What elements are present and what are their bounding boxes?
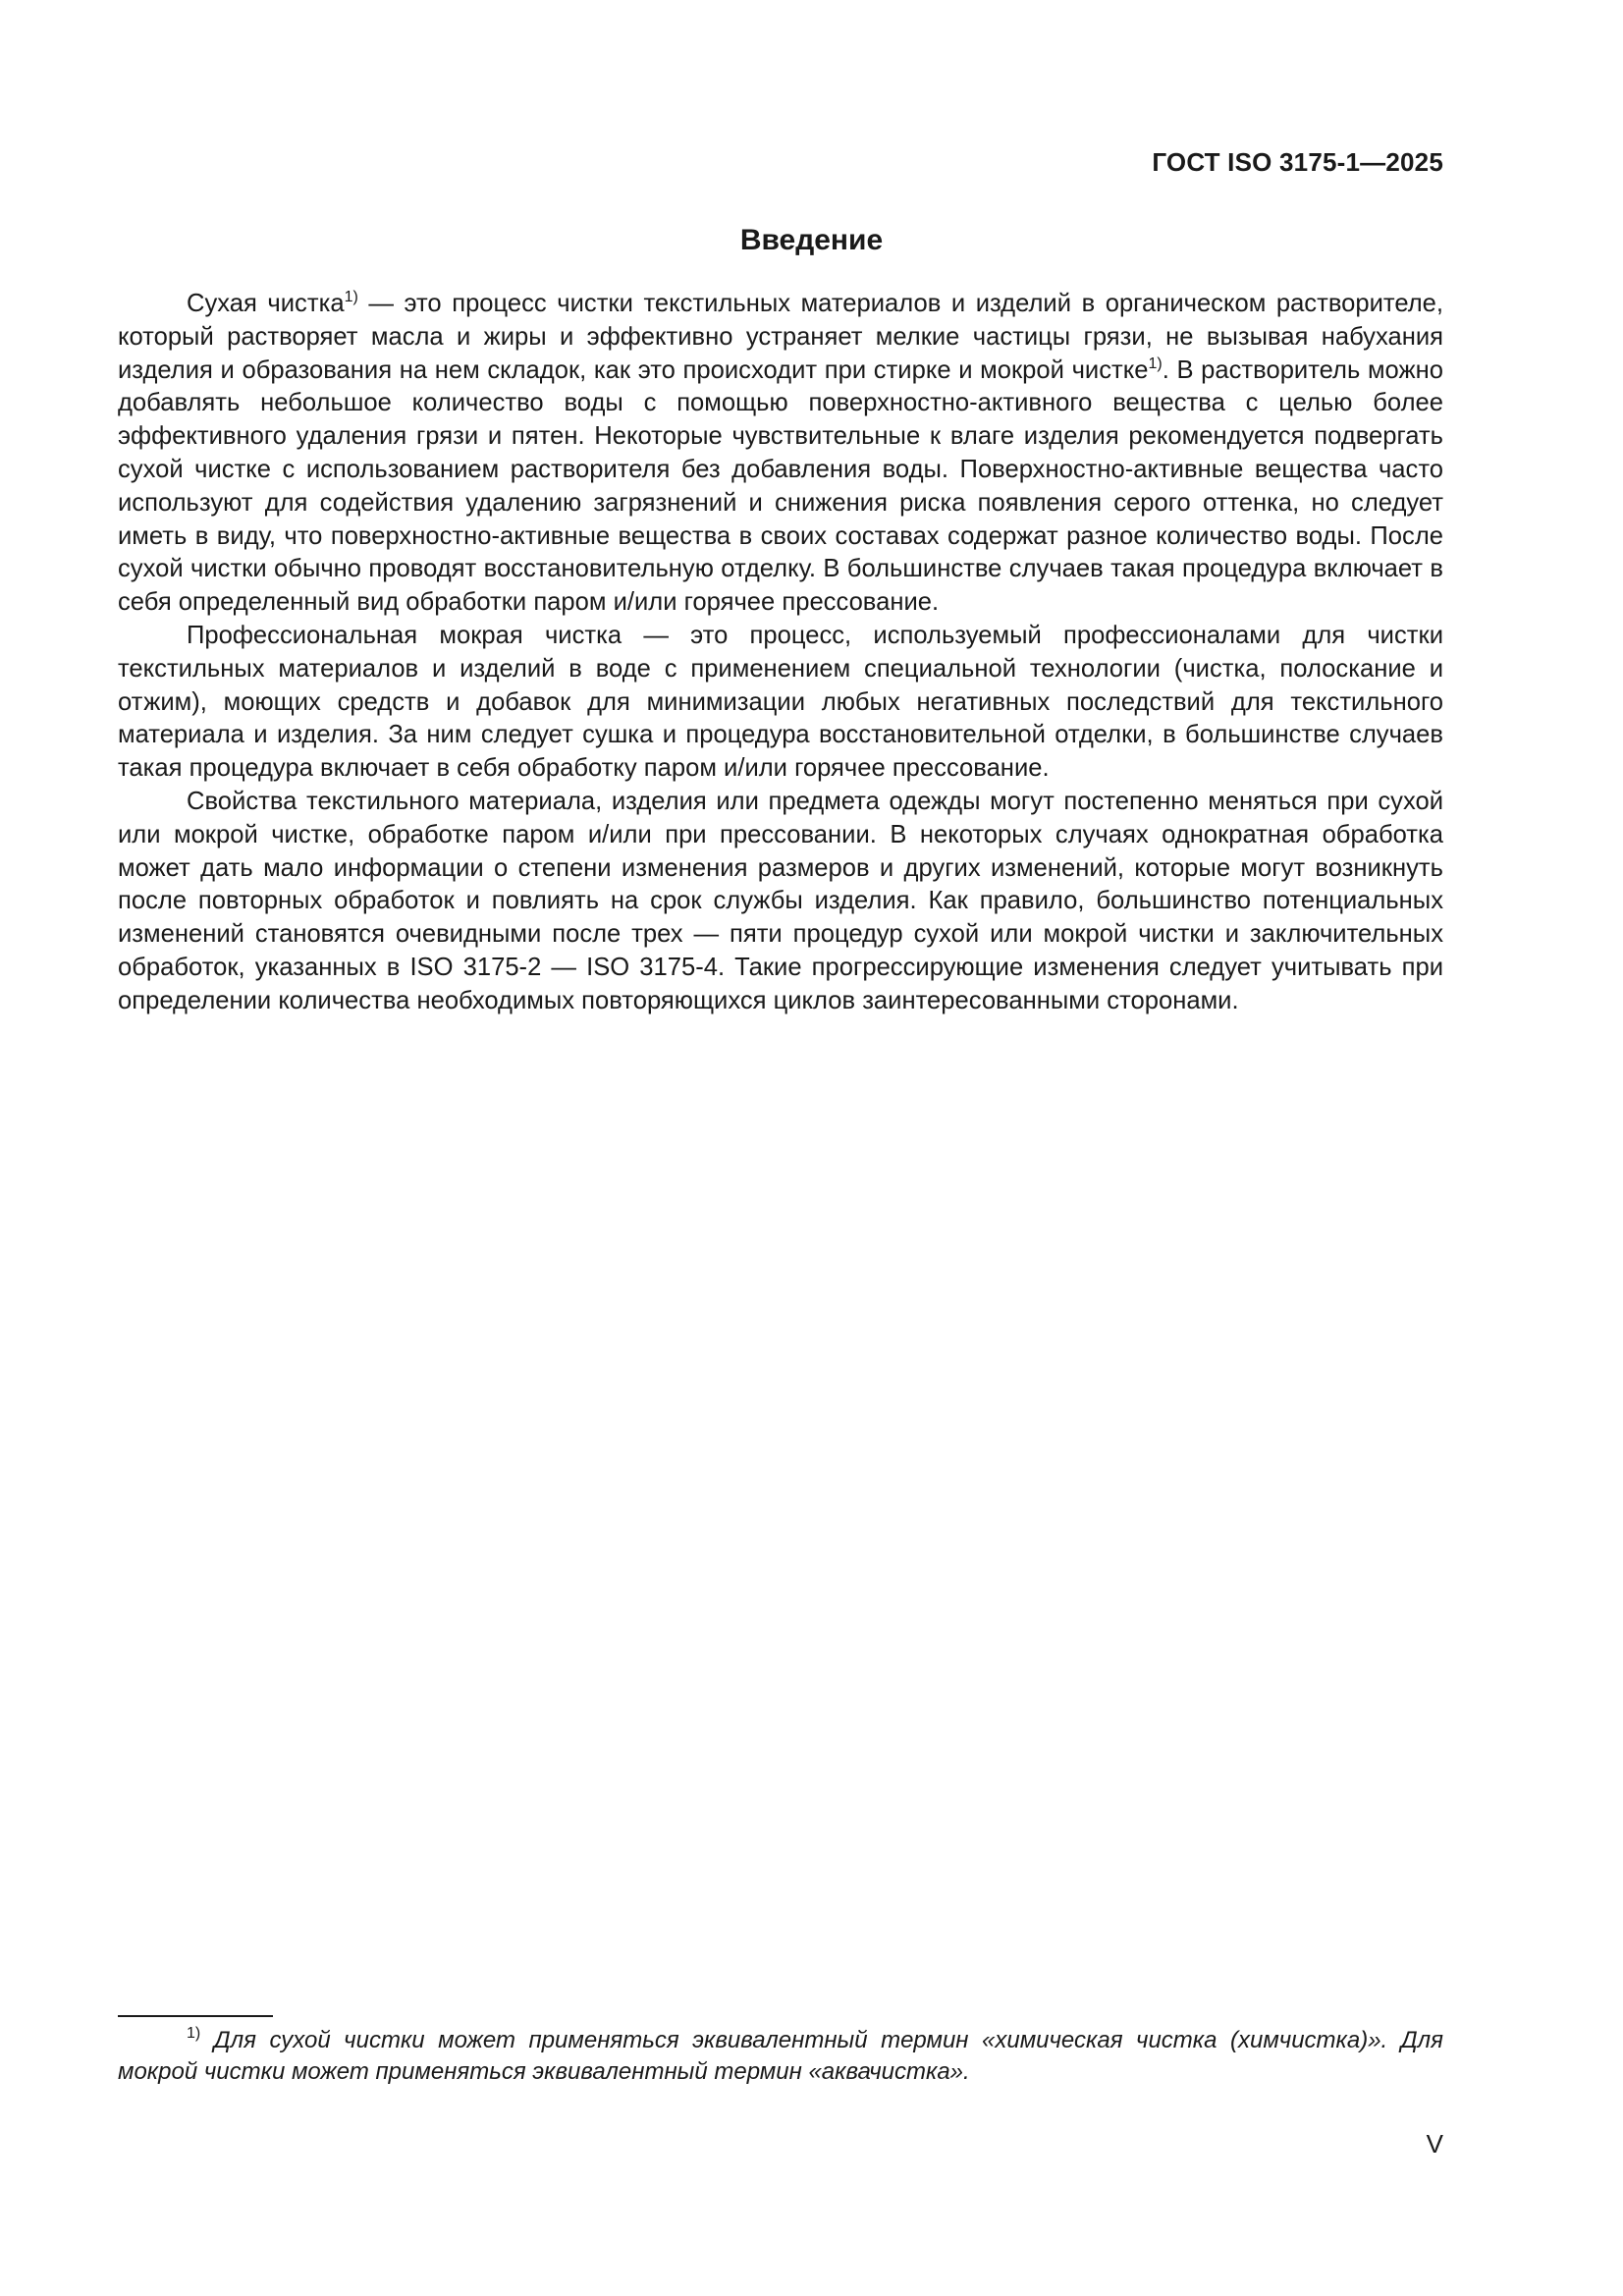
- footnote-body: Для сухой чистки может применяться эквивалентный термин «химическая чистка (химчистка)». Для мокрой чистки может применяться эквивалентный термин «аквачистка».: [118, 2027, 1443, 2085]
- footnote-divider: [118, 2015, 273, 2017]
- footnote-ref-2[interactable]: 1): [1148, 355, 1163, 372]
- paragraph-1-lead: Сухая чистка: [187, 290, 345, 317]
- footnote-text: [118, 2025, 1443, 2088]
- paragraph-2: Профессиональная мокрая чистка — это процесс, используемый профессионалами для чистки текстильных материалов и изделий в воде с применением специальной технологии (чистка, полоскание и отжим), моющих средств и добавок для минимизации любых негативных последствий для текстильного материала и изделия. За ним следует сушка и процедура восстановительной отделки, в большинстве случаев такая процедура включает в себя обработку паром и/или горячее прессование.: [118, 621, 1443, 783]
- document-code: ГОСТ ISO 3175-1—2025: [1152, 147, 1443, 177]
- body-text: [118, 288, 1443, 1018]
- paragraph-1-end: . В растворитель можно добавлять небольшое количество воды с помощью поверхностно-активного вещества с целью более эффективного удаления грязи и пятен. Некоторые чувствительные к влаге изделия рекомендуется подвергать сухой чистке с использованием растворителя без добавления воды. Поверхностно-активные вещества часто используют для содействия удалению загрязнений и снижения риска появления серого оттенка, но следует иметь в виду, что поверхностно-активные вещества в своих составах содержат разное количество воды. После сухой чистки обычно проводят восстановительную отделку. В большинстве случаев такая процедура включает в себя определенный вид обработки паром и/или горячее прессование.: [118, 355, 1443, 617]
- footnote-ref-1[interactable]: 1): [344, 289, 358, 305]
- paragraph-1-middle: — это процесс чистки текстильных материалов и изделий в органическом растворителе, который растворяет масла и жиры и эффективно устраняет мелкие частицы грязи, не вызывая набухания изделия и образования на нем складок, как это происходит при стирке и мокрой чистке: [118, 290, 1443, 384]
- paragraph-3: Свойства текстильного материала, изделия или предмета одежды могут постепенно меняться при сухой или мокрой чистке, обработке паром и/или при прессовании. В некоторых случаях однократная обработка может дать мало информации о степени изменения размеров и других изменений, которые могут возникнуть после повторных обработок и повлиять на срок службы изделия. Как правило, большинство потенциальных изменений становятся очевидными после трех — пяти процедур сухой или мокрой чистки и заключительных обработок, указанных в ISO 3175-2 — ISO 3175-4. Такие прогрессирующие изменения следует учитывать при определении количества необходимых повторяющихся циклов заинтересованными сторонами.: [118, 787, 1443, 1014]
- section-title: Введение: [739, 224, 884, 256]
- footnote-marker: 1): [187, 2025, 201, 2042]
- page-number: V: [1426, 2129, 1443, 2159]
- footnote: [118, 2025, 1443, 2088]
- paragraph-1: [118, 288, 1443, 620]
